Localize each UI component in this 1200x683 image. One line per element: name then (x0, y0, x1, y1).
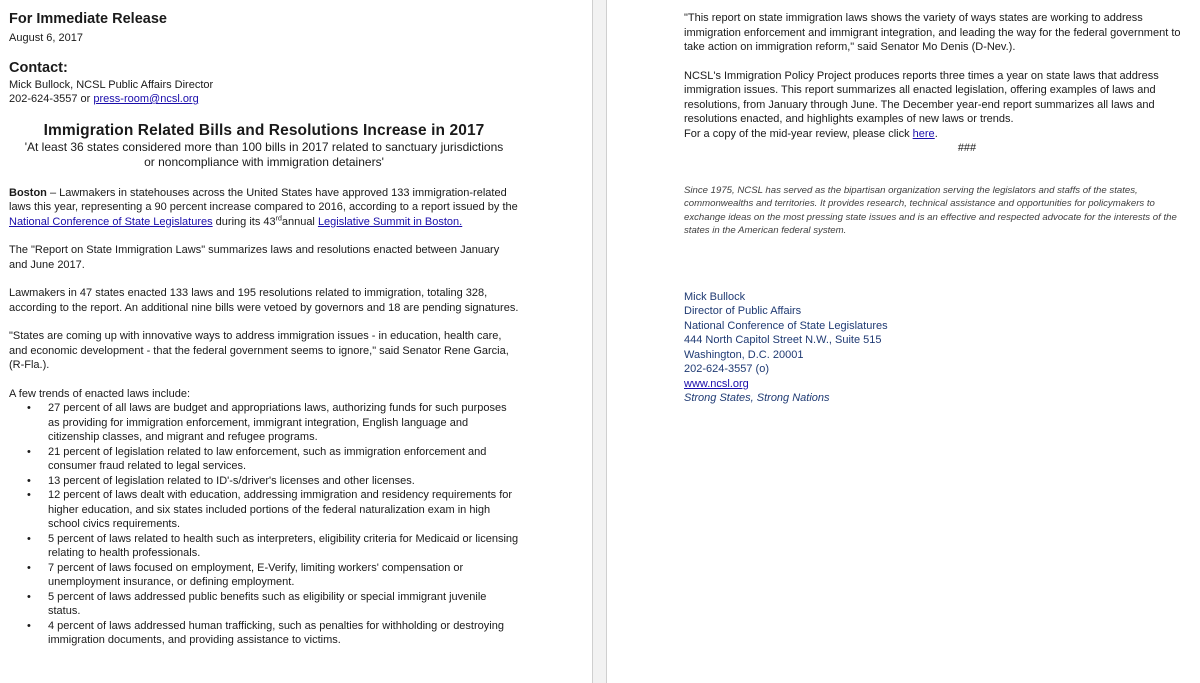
contact-phone (9, 92, 519, 107)
ncsl-link[interactable]: National Conference of State Legislatures (9, 215, 213, 228)
copy-line (684, 127, 1190, 142)
trends-list (9, 401, 519, 648)
signature-phone: 202-624-3557 (o) (684, 363, 770, 375)
dateline: Boston (9, 186, 47, 199)
trend-item: • 12 percent of laws dealt with education, addressing immigration and residency requirements for higher education, and six states included portions of the federal naturalization exam in high school civics requirements. (48, 488, 519, 532)
signature-org: National Conference of State Legislatures (684, 319, 888, 332)
trend-item: • 21 percent of legislation related to law enforcement, such as immigration enforcement and consumer fraud related to legal services. (48, 445, 519, 474)
report-paragraph: The "Report on State Immigration Laws" summarizes laws and resolutions enacted between January and June 2017. (9, 244, 500, 271)
trend-item: • 13 percent of legislation related to ID'-s/driver's licenses and other licenses. (48, 474, 519, 489)
release-heading: For Immediate Release (9, 11, 167, 27)
contact-email-link[interactable]: press-room@ncsl.org (93, 93, 199, 105)
garcia-quote-paragraph: "States are coming up with innovative ways to address immigration issues - in education, health care, and economic development - that the federal government seems to ignore," said Senator Rene Garcia, (R-Fla.). (9, 330, 509, 371)
signature-city: Washington, D.C. 20001 (684, 348, 804, 361)
contact-name: Mick Bullock, NCSL Public Affairs Director (9, 78, 214, 91)
contact-heading: Contact: (9, 59, 68, 76)
trend-item: • 4 percent of laws addressed human trafficking, such as penalties for withholding or destroying immigration documents, and providing assistance to victims. (48, 619, 519, 648)
end-marker: ### (957, 142, 977, 154)
lede-paragraph (9, 186, 519, 230)
lede-text-3: annual (281, 215, 318, 228)
signature-street: 444 North Capitol Street N.W., Suite 515 (684, 334, 882, 346)
left-column (9, 10, 519, 648)
website-link[interactable]: www.ncsl.org (684, 377, 749, 390)
project-paragraph: NCSL's Immigration Policy Project produces reports three times a year on state laws that address immigration issues. This report summarizes all enacted legislation, offering examples of laws and resolutions, from January through June. The December year-end report summarizes all laws and resolutions enacted, and highlights examples of new laws or trends. (684, 69, 1159, 125)
lede-text-2: during its 43 (212, 215, 276, 228)
right-page (607, 0, 1200, 683)
trend-item: • 7 percent of laws focused on employment, E-Verify, limiting workers' compensation or unemployment insurance, or defining employment. (48, 561, 519, 590)
left-page (0, 0, 592, 683)
signature-block (684, 290, 1190, 406)
press-subtitle: 'At least 36 states considered more than 100 bills in 2017 related to sanctuary jurisdictions or noncompliance with immigration detainers' (24, 139, 504, 169)
trends-intro: A few trends of enacted laws include: (9, 387, 190, 400)
signature-website-line (684, 377, 1190, 392)
press-title: Immigration Related Bills and Resolutions Increase in 2017 (43, 121, 485, 139)
right-column (684, 11, 1190, 406)
signature-role: Director of Public Affairs (684, 305, 802, 317)
contact-phone-text: 202-624-3557 or (9, 93, 94, 105)
lawmakers-paragraph: Lawmakers in 47 states enacted 133 laws and 195 resolutions related to immigration, totaling 328, according to the report. An additional nine bills were vetoed by governors and 18 are pending signatures. (9, 287, 519, 314)
report-here-link[interactable]: here (912, 127, 935, 140)
release-date: August 6, 2017 (9, 32, 84, 44)
signature-tagline: Strong States, Strong Nations (684, 392, 830, 404)
about-ncsl: Since 1975, NCSL has served as the bipartisan organization serving the legislators and staffs of the states, commonwealths and territories. It provides research, technical assistance and opportunities for policymakers to exchange ideas on the most pressing state issues and is an effective and respected advocate for the interests of the states in the American federal system. (684, 184, 1177, 236)
contact-block (9, 59, 519, 107)
copy-end: . (934, 127, 938, 140)
page-gutter (592, 0, 607, 683)
ordinal-suffix: rd (275, 214, 282, 222)
signature-name: Mick Bullock (684, 290, 746, 303)
trend-item: • 5 percent of laws addressed public benefits such as eligibility or special immigrant juvenile status. (48, 590, 519, 619)
denis-quote-paragraph: "This report on state immigration laws shows the variety of ways states are working to address immigration enforcement and immigrant integration, and leading the way for the federal government to take action on immigration reform," said Senator Mo Denis (D-Nev.). (684, 12, 1181, 53)
trend-item: • 5 percent of laws related to health such as interpreters, eligibility criteria for Medicaid or licensing relating to health professionals. (48, 532, 519, 561)
summit-link[interactable]: Legislative Summit in Boston. (317, 215, 463, 228)
copy-text: For a copy of the mid-year review, please click (684, 127, 913, 140)
trend-item: • 27 percent of all laws are budget and appropriations laws, authorizing funds for such purposes as providing for immigration enforcement, immigrant integration, English language and citizenship classes, and migrant and refugee programs. (48, 401, 519, 445)
lede-text-1: – Lawmakers in statehouses across the United States have approved 133 immigration-related laws this year, representing a 90 percent increase compared to 2016, according to a report issued by the (9, 186, 518, 213)
